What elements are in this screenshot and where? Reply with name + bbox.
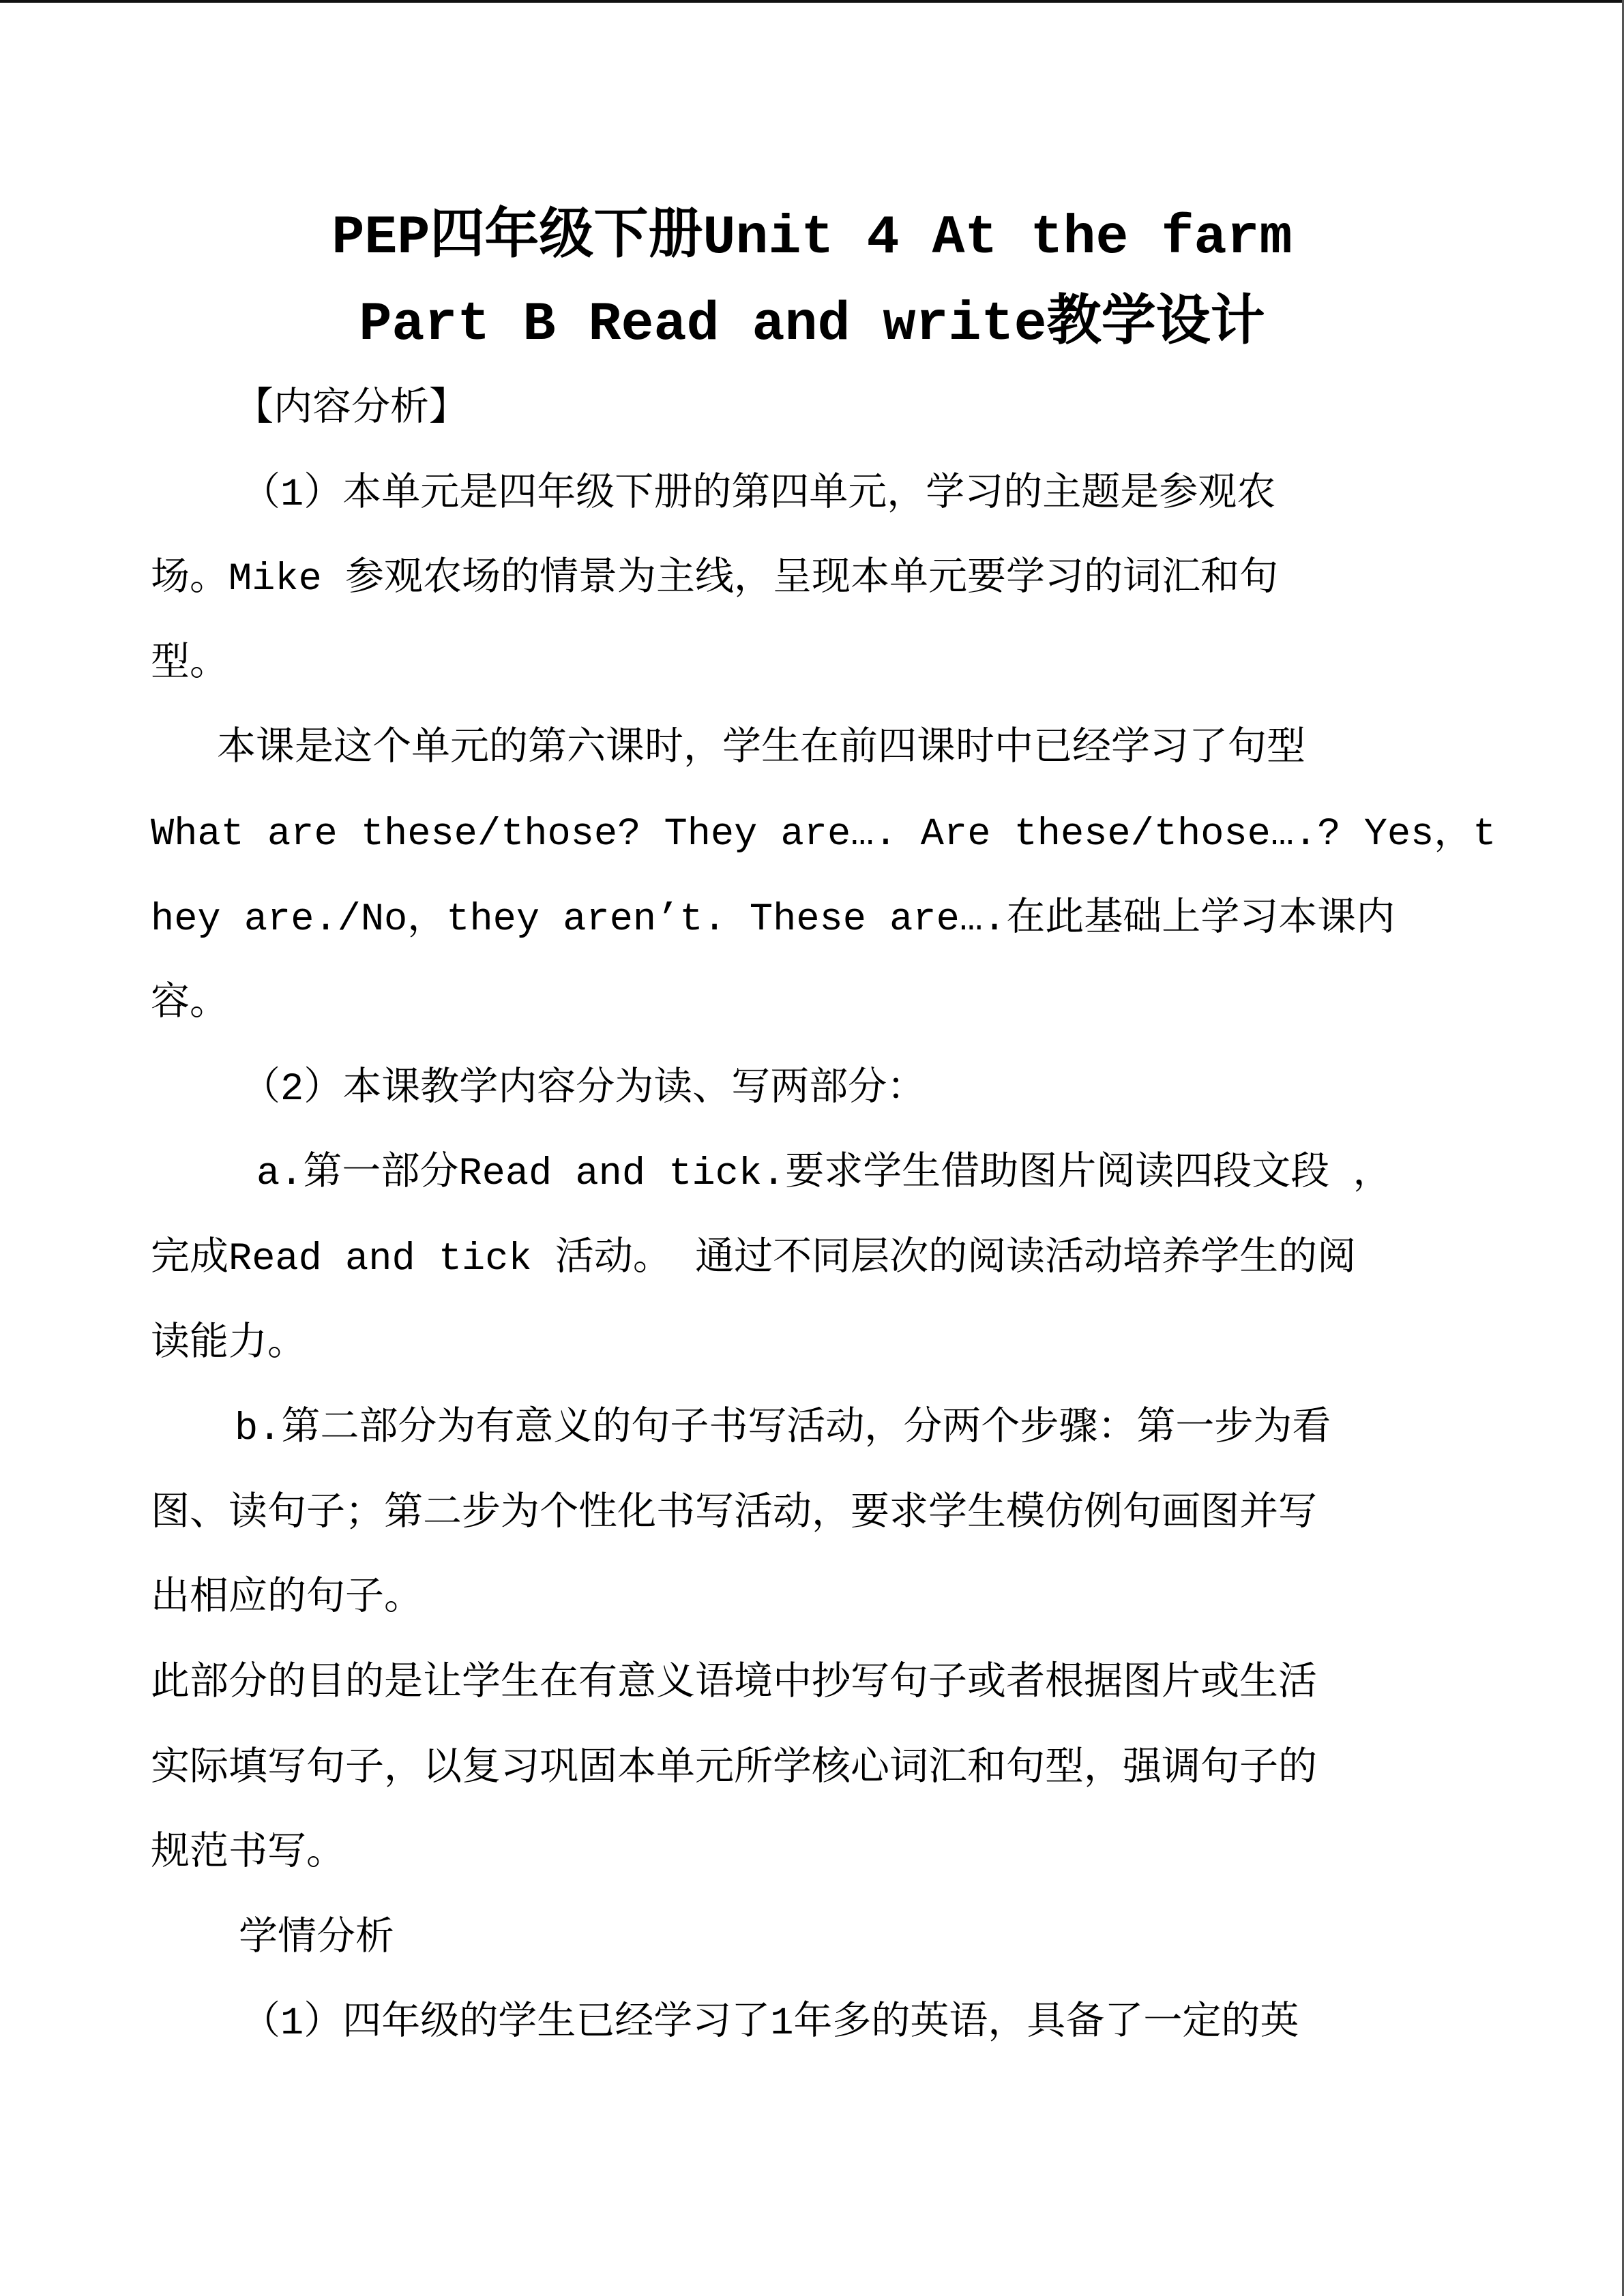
paragraph-line: 场。Mike 参观农场的情景为主线，呈现本单元要学习的词汇和句 xyxy=(151,558,1279,602)
paragraph-line: （1）本单元是四年级下册的第四单元，学习的主题是参观农 xyxy=(241,473,1276,517)
paragraph-line: What are these/those? They are…. Are these/those….? Yes，t xyxy=(151,812,1496,856)
paragraph-line: （2）本课教学内容分为读、写两部分： xyxy=(241,1067,926,1112)
title-line-1: PEP四年级下册Unit 4 At the farm xyxy=(331,207,1293,269)
paragraph-line: 完成Read and tick 活动。 通过不同层次的阅读活动培养学生的阅 xyxy=(151,1237,1357,1281)
title-line-2: Part B Read and write教学设计 xyxy=(359,294,1265,356)
paragraph-line: 出相应的句子。 xyxy=(151,1577,423,1622)
paragraph-line: hey are./No，they aren’t. These are….在此基础上学习本课内 xyxy=(151,897,1396,942)
section-heading-learner-analysis: 学情分析 xyxy=(239,1917,394,1961)
paragraph-line: 容。 xyxy=(151,983,228,1027)
paragraph-line: 规范书写。 xyxy=(151,1832,345,1877)
paragraph-line: 本课是这个单元的第六课时，学生在前四课时中已经学习了句型 xyxy=(217,728,1305,772)
paragraph-line: 读能力。 xyxy=(151,1322,306,1367)
document-body xyxy=(151,368,1583,2067)
section-heading-content-analysis: 【内容分析】 xyxy=(235,388,468,432)
document-title xyxy=(0,195,1624,368)
paragraph-line: 实际填写句子，以复习巩固本单元所学核心词汇和句型，强调句子的 xyxy=(151,1747,1317,1791)
paragraph-line: b.第二部分为有意义的句子书写活动，分两个步骤：第一步为看 xyxy=(235,1407,1331,1452)
paragraph-line: （1）四年级的学生已经学习了1年多的英语，具备了一定的英 xyxy=(241,2002,1299,2046)
paragraph-line: 型。 xyxy=(151,642,228,687)
page-top-border xyxy=(0,0,1624,3)
paragraph-line: 此部分的目的是让学生在有意义语境中抄写句子或者根据图片或生活 xyxy=(151,1662,1317,1706)
paragraph-line: a.第一部分Read and tick.要求学生借助图片阅读四段文段 ， xyxy=(256,1152,1392,1197)
paragraph-line: 图、读句子；第二步为个性化书写活动，要求学生模仿例句画图并写 xyxy=(151,1492,1317,1536)
